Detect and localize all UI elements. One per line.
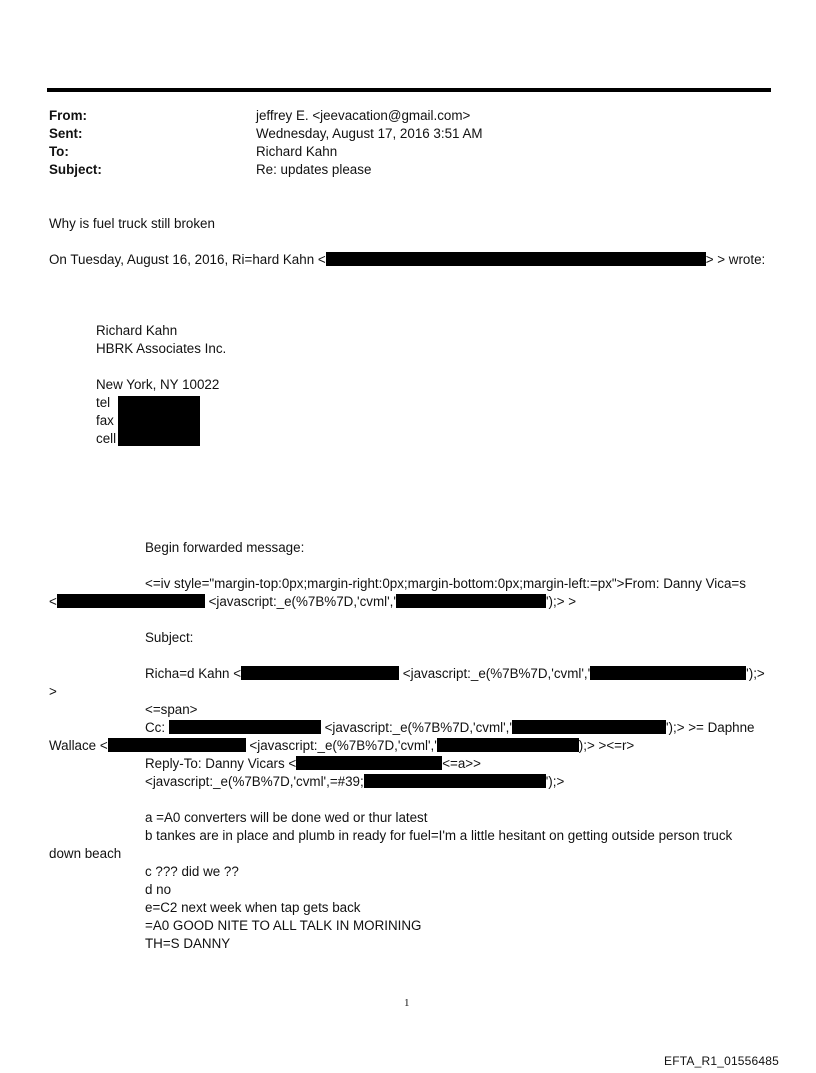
quote-intro-text: On Tuesday, August 16, 2016, Ri=hard Kahn < [49,252,326,267]
redaction [590,666,746,680]
redaction [396,594,546,608]
forward-to-wrap: > [49,684,57,699]
list-item-b: b tankes are in place and plumb in ready for fuel=I'm a little hesitant on getting outside person truck [145,828,733,843]
forward-to-name: Richa=d Kahn < [145,666,242,681]
redaction [296,756,442,770]
page-number: 1 [404,997,410,1009]
list-item-b-wrap: down beach [49,846,122,861]
forward-from-close: ');> > [545,594,577,609]
forward-replyto-line [145,755,481,773]
quote-intro [49,251,765,269]
forward-to-js: <javascript:_e(%7B%7D,'cvml',' [402,666,591,681]
forward-begin: Begin forwarded message: [145,540,305,555]
quote-intro-end: > > wrote: [705,252,766,267]
signature-tel: tel [96,395,111,410]
forward-span: <=span> [145,702,198,717]
header-rule [47,88,771,92]
sent-value: Wednesday, August 17, 2016 3:51 AM [256,126,483,141]
forward-wallace-name: Wallace < [49,738,108,753]
forward-replyto-close: <=a>> [442,756,481,771]
forward-from-open: < [49,594,57,609]
redaction [108,738,246,752]
redaction [437,738,579,752]
subject-value: Re: updates please [256,162,372,177]
sent-label: Sent: [49,126,83,141]
list-item-a: a =A0 converters will be done wed or thur latest [145,810,428,825]
from-label: From: [49,108,87,123]
list-item-c: c ??? did we ?? [145,864,239,879]
forward-wallace-close: );> ><=r> [578,738,635,753]
redaction [326,252,706,266]
redaction [512,720,666,734]
forward-cc-line [145,719,755,737]
forward-js-close: ');> [545,774,565,789]
redaction [364,774,546,788]
list-item-d: d no [145,882,172,897]
forward-subject: Subject: [145,630,194,645]
list-item-e: e=C2 next week when tap gets back [145,900,361,915]
list-item-f: =A0 GOOD NITE TO ALL TALK IN MORINING [145,918,422,933]
from-value: jeffrey E. <jeevacation@gmail.com> [256,108,471,123]
forward-to-line [145,665,765,683]
forward-from-line [49,593,576,611]
body-line-1: Why is fuel truck still broken [49,216,215,231]
forward-cc-js: <javascript:_e(%7B%7D,'cvml',' [324,720,512,735]
to-value: Richard Kahn [256,144,338,159]
forward-to-close: ');> [746,666,765,681]
to-label: To: [49,144,69,159]
subject-label: Subject: [49,162,102,177]
redaction [57,594,205,608]
forward-from-js: <javascript:_e(%7B%7D,'cvml',' [208,594,396,609]
signature-city: New York, NY 10022 [96,377,220,392]
list-item-g: TH=S DANNY [145,936,231,951]
forward-wallace-js: <javascript:_e(%7B%7D,'cvml',' [249,738,437,753]
signature-cell: cell [96,431,117,446]
bates-number: EFTA_R1_01556485 [664,1054,780,1068]
signature-fax: fax [96,413,114,428]
redaction [241,666,399,680]
forward-js-line [145,773,564,791]
signature-company: HBRK Associates Inc. [96,341,227,356]
signature-name: Richard Kahn [96,323,178,338]
forward-cc-close: ');> >= Daphne [665,720,755,735]
forward-div-line: <=iv style="margin-top:0px;margin-right:0px;margin-bottom:0px;margin-left:=px">From: Danny Vica=s [145,576,746,591]
forward-cc-label: Cc: [145,720,166,735]
redaction [169,720,321,734]
redaction [118,396,200,446]
forward-replyto-name: Reply-To: Danny Vicars < [145,756,297,771]
forward-js-open: <javascript:_e(%7B%7D,'cvml',=#39; [145,774,364,789]
forward-wallace-line [49,737,634,755]
